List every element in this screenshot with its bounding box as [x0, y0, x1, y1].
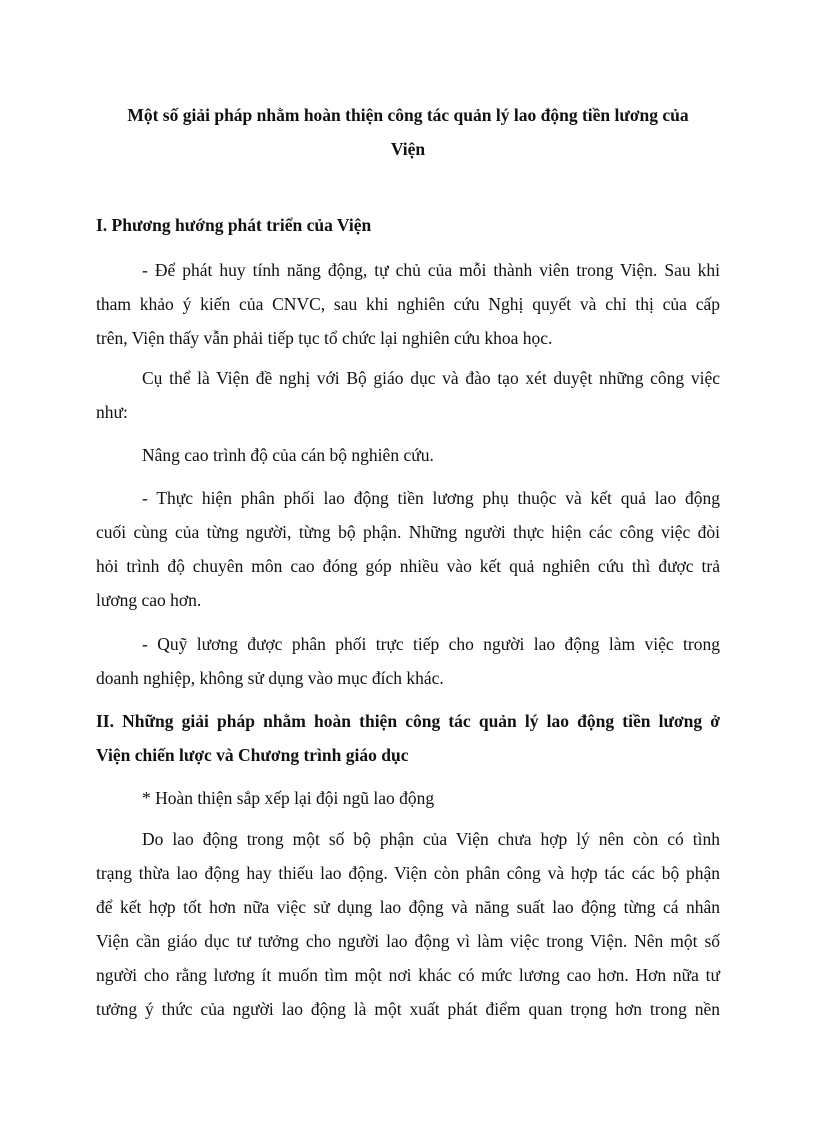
paragraph-line: để kết hợp tốt hơn nữa việc sử dụng lao động và năng suất lao động từng cá nhân [96, 897, 720, 917]
paragraph-line: Cụ thể là Viện đề nghị với Bộ giáo dục và đào tạo xét duyệt những công việc [142, 368, 720, 388]
paragraph-line: - Quỹ lương được phân phối trực tiếp cho người lao động làm việc trong [142, 634, 720, 654]
section-2-heading-line: Viện chiến lược và Chương trình giáo dục [96, 745, 409, 765]
paragraph-line: Viện cần giáo dục tư tưởng cho người lao động vì làm việc trong Viện. Nên một số [96, 931, 720, 951]
paragraph-1 [96, 253, 720, 355]
section-1-heading [96, 208, 722, 242]
paragraph-line: hỏi trình độ chuyên môn cao đóng góp nhiều vào kết quả nghiên cứu thì được trả [96, 556, 720, 576]
paragraph-line: tham khảo ý kiến của CNVC, sau khi nghiên cứu Nghị quyết và chỉ thị của cấp [96, 294, 720, 314]
paragraph-line: như: [96, 402, 128, 422]
paragraph-line: lương cao hơn. [96, 590, 202, 610]
section-2-heading-line: II. Những giải pháp nhằm hoàn thiện công tác quản lý lao động tiền lương ở [96, 711, 720, 731]
paragraph-2 [96, 361, 720, 429]
paragraph-line: trạng thừa lao động hay thiếu lao động. Viện còn phân công và hợp tác các bộ phận [96, 863, 720, 883]
paragraph-line: Do lao động trong một số bộ phận của Viện chưa hợp lý nên còn có tình [142, 829, 720, 849]
paragraph-line: người cho rằng lương ít muốn tìm một nơi khác có mức lương cao hơn. Hơn nữa tư [96, 965, 720, 985]
section-2-heading [96, 704, 720, 772]
paragraph-line: doanh nghiệp, không sử dụng vào mục đích khác. [96, 668, 444, 688]
paragraph-5 [96, 627, 720, 695]
section-1-heading-text: I. Phương hướng phát triển của Viện [96, 215, 372, 235]
paragraph-line: trên, Viện thấy vẫn phải tiếp tục tổ chức lại nghiên cứu khoa học. [96, 328, 553, 348]
document-title [96, 98, 720, 166]
paragraph-line: - Thực hiện phân phối lao động tiền lương phụ thuộc và kết quả lao động [142, 488, 720, 508]
paragraph-line: tưởng ý thức của người lao động là một xuất phát điểm quan trọng hơn trong nền [96, 999, 720, 1019]
title-line-2: Viện [390, 139, 426, 159]
paragraph-4 [96, 481, 720, 617]
title-line-1: Một số giải pháp nhằm hoàn thiện công tác quản lý lao động tiền lương của [127, 105, 689, 125]
paragraph-3: Nâng cao trình độ của cán bộ nghiên cứu. [142, 445, 434, 465]
paragraph-line: - Để phát huy tính năng động, tự chủ của mỗi thành viên trong Viện. Sau khi [142, 260, 720, 280]
paragraph-line: cuối cùng của từng người, từng bộ phận. Những người thực hiện các công việc đòi [96, 522, 720, 542]
paragraph-7 [96, 822, 720, 1026]
paragraph-6: * Hoàn thiện sắp xếp lại đội ngũ lao động [142, 788, 435, 808]
